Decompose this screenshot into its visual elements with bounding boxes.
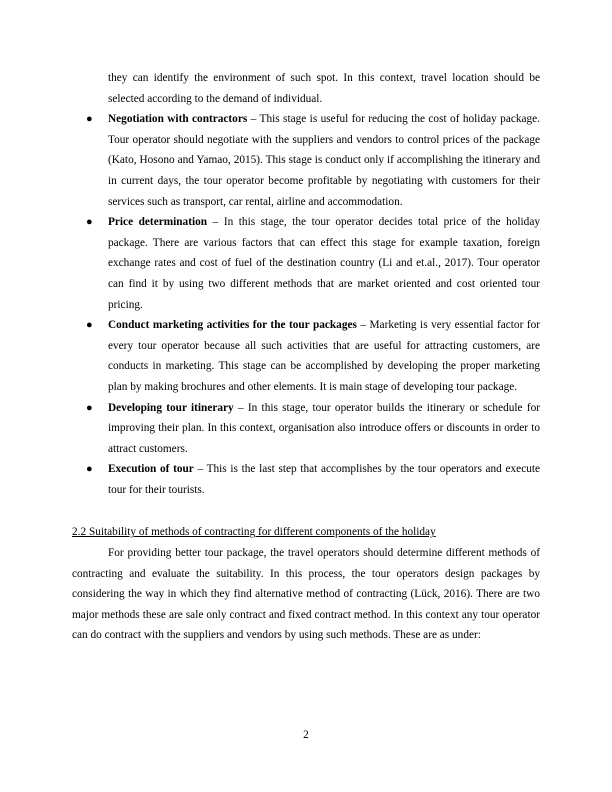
section-paragraph: For providing better tour package, the travel operators should determine different methods of contracting and evaluate the suitability. In this process, the tour operators design packages by considering the way in which they find alternative method of contracting (Lück, 2016). There are two major methods these are sale only contract and fixed contract method. In this context any tour operator can do contract with the suppliers and vendors by using such methods. These are as under: [72,547,540,642]
bullet-title: Developing tour itinerary [108,401,234,414]
bullet-title: Execution of tour [108,463,194,476]
page-number: 2 [303,729,309,741]
bullet-list [72,109,540,500]
bullet-icon: ● [86,319,93,332]
bullet-text: – Marketing is very essential factor for every tour operator because all such activities that are useful for attracting customers, are conducts in marketing. This stage can be accomplished by developing the proper marketing plan by making brochures and other elements. It is main stage of developing tour package. [108,319,540,393]
bullet-icon: ● [86,113,93,126]
bullet-title: Price determination [108,216,208,229]
bullet-item [72,212,540,315]
bullet-item [72,398,540,460]
continuation-text: they can identify the environment of such spot. In this context, travel location should be selected according to the demand of individual. [108,72,540,105]
page-content [72,68,540,646]
section-heading: 2.2 Suitability of methods of contracting for different components of the holiday [72,526,436,539]
bullet-item [72,109,540,212]
bullet-icon: ● [86,401,93,414]
bullet-text: – This is the last step that accomplishes by the tour operators and execute tour for their tourists. [108,463,541,496]
bullet-item [72,315,540,397]
bullet-item [72,459,540,500]
bullet-text: – In this stage, tour operator builds the itinerary or schedule for improving their plan. In this context, organisation also introduce offers or discounts in order to attract customers. [108,401,540,455]
bullet-icon: ● [86,216,93,229]
bullet-text: – In this stage, the tour operator decides total price of the holiday package. There are various factors that can effect this stage for example taxation, foreign exchange rates and cost of fuel of the destination country (Li and et.al., 2017). Tour operator can find it by using two different methods that are market oriented and cost oriented tour pricing. [108,216,540,311]
bullet-title: Negotiation with contractors [108,113,248,126]
bullet-text: – This stage is useful for reducing the cost of holiday package. Tour operator should negotiate with the suppliers and vendors to control prices of the package (Kato, Hosono and Yamao, 2015). This stage is conduct only if accomplishing the itinerary and in current days, the tour operator become profitable by negotiating with customers for their services such as transport, car rental, airline and accommodation. [108,113,541,208]
bullet-title: Conduct marketing activities for the tour packages [108,319,357,332]
bullet-icon: ● [86,463,93,476]
